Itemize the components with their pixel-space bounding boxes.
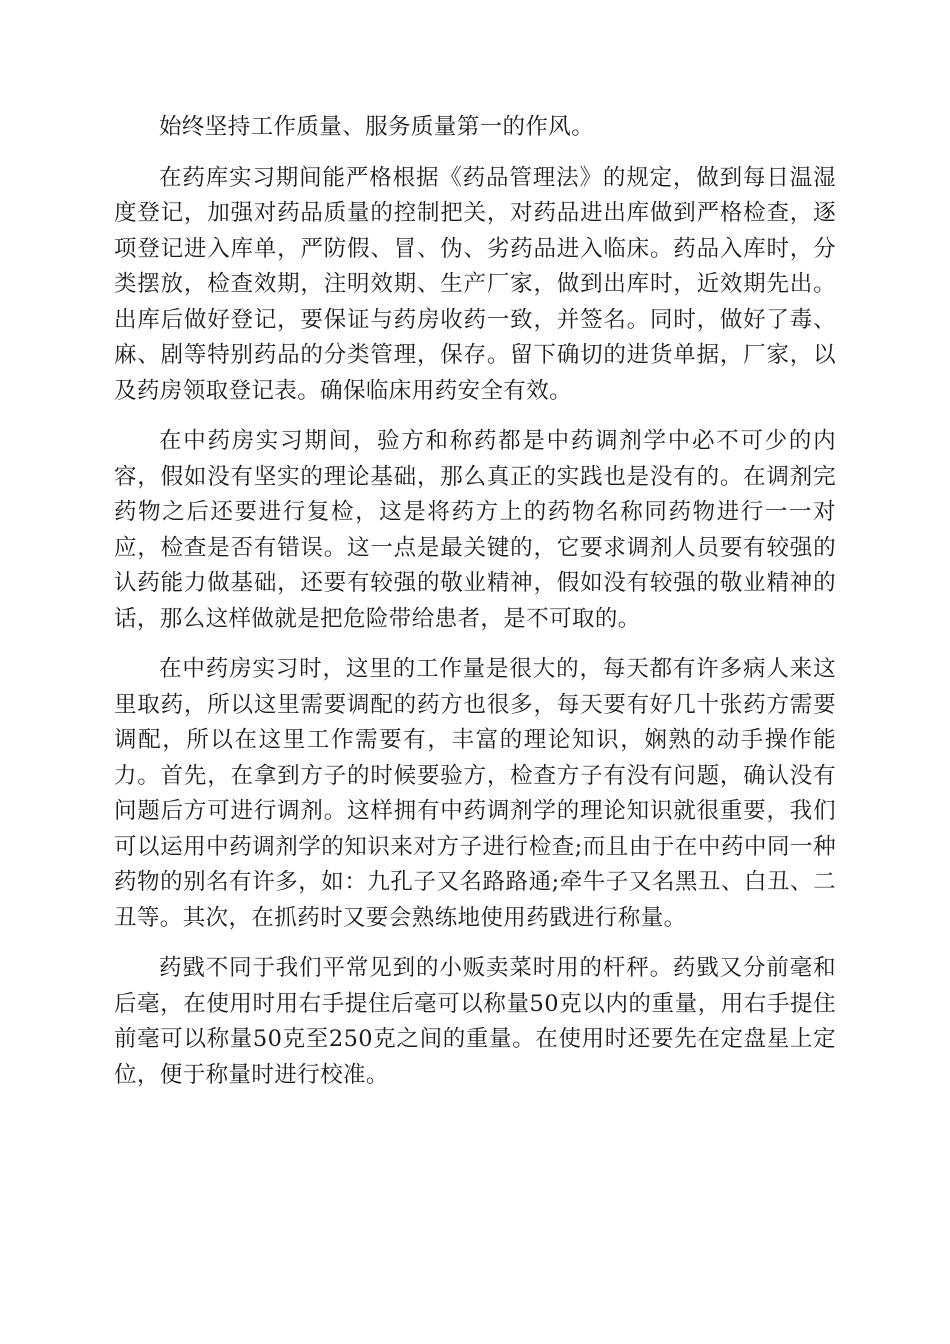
paragraph-drug-warehouse: 在药库实习期间能严格根据《药品管理法》的规定，做到每日温湿度登记，加强对药品质量的控制把关，对药品进出库做到严格检查，逐项登记进入库单，严防假、冒、伪、劣药品进入临床。药品入库时，分类摆放，检查效期，注明效期、生产厂家，做到出库时，近效期先出。出库后做好登记，要保证与药房收药一致，并签名。同时，做好了毒、麻、剧等特别药品的分类管理，保存。留下确切的进货单据，厂家，以及药房领取登记表。确保临床用药安全有效。 [114,164,836,404]
document-body [114,110,836,1108]
paragraph-pharmacy-dispensing: 在中药房实习期间，验方和称药都是中药调剂学中必不可少的内容，假如没有坚实的理论基础，那么真正的实践也是没有的。在调剂完药物之后还要进行复检，这是将药方上的药物名称同药物进行一一对应，检查是否有错误。这一点是最关键的，它要求调剂人员要有较强的认药能力做基础，还要有较强的敬业精神，假如没有较强的敬业精神的话，那么这样做就是把危险带给患者，是不可取的。 [114,428,836,632]
paragraph-work-style: 始终坚持工作质量、服务质量第一的作风。 [159,114,595,140]
paragraph-pharmacy-workload: 在中药房实习时，这里的工作量是很大的，每天都有许多病人来这里取药，所以这里需要调配的药方也很多，每天要有好几十张药方需要调配，所以在这里工作需要有，丰富的理论知识，娴熟的动手操作能力。首先，在拿到方子的时候要验方，检查方子有没有问题，确认没有问题后方可进行调剂。这样拥有中药调剂学的理论知识就很重要，我们可以运用中药调剂学的知识来对方子进行检查;而且由于在中药中同一种药物的别名有许多，如：九孔子又名路路通;牵牛子又名黑丑、白丑、二丑等。其次，在抓药时又要会熟练地使用药戥进行称量。 [114,656,836,931]
paragraph-weighing-scale: 药戥不同于我们平常见到的小贩卖菜时用的杆秤。药戥又分前毫和后毫，在使用时用右手提住后毫可以称量50克以内的重量，用右手提住前毫可以称量50克至250克之间的重量。在使用时还要先在定盘星上定位，便于称量时进行校准。 [114,955,836,1088]
